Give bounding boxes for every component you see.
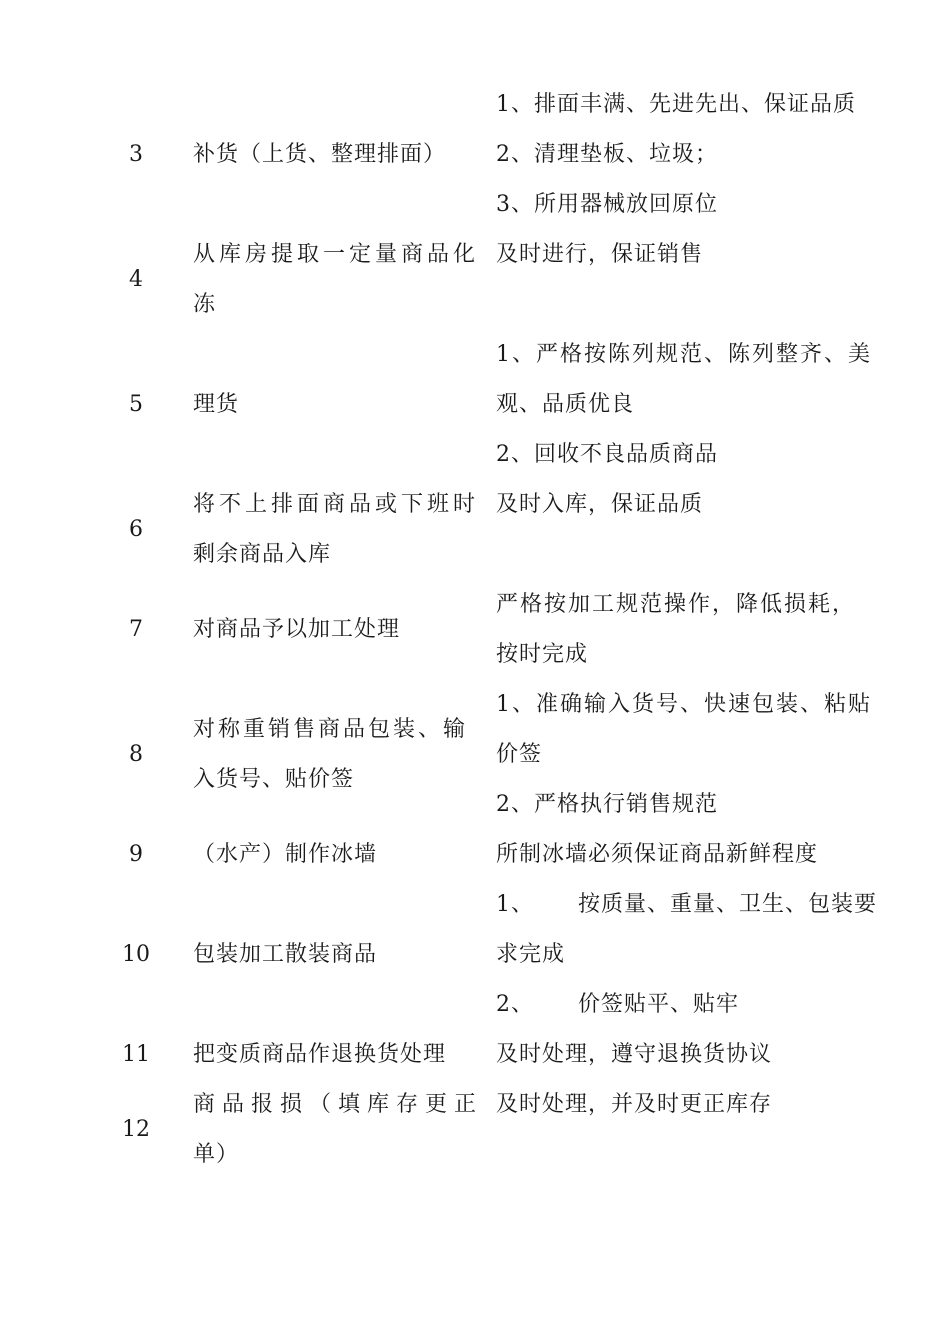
requirement-line: 所制冰墙必须保证商品新鲜程度 <box>496 842 819 867</box>
requirement-line: 严格按加工规范操作，降低损耗， <box>496 592 857 617</box>
requirement-cell <box>496 680 878 830</box>
requirement-line: 2、 价签贴平、贴牢 <box>496 992 740 1017</box>
task-cell <box>193 230 478 330</box>
task-line: 冻 <box>193 292 217 317</box>
task-line: 单） <box>193 1142 240 1167</box>
requirement-line: 1、 按质量、重量、卫生、包装要 <box>496 892 878 917</box>
task-line: 包装加工散装商品 <box>193 942 378 967</box>
requirement-cell <box>496 230 878 280</box>
list-marker: 2、 <box>496 992 534 1017</box>
requirement-cell <box>496 480 878 530</box>
requirement-cell <box>496 830 878 880</box>
requirement-line: 及时处理，遵守退换货协议 <box>496 1042 773 1067</box>
task-line: 将不上排面商品或下班时 <box>193 492 480 517</box>
task-line: 从库房提取一定量商品化 <box>193 242 480 267</box>
requirement-cell <box>496 1030 878 1080</box>
task-line: 剩余商品入库 <box>193 542 332 567</box>
requirement-line: 3、所用器械放回原位 <box>496 192 718 217</box>
task-line: 把变质商品作退换货处理 <box>193 1042 447 1067</box>
row-number: 12 <box>122 1117 150 1142</box>
task-cell <box>193 130 478 180</box>
list-marker: 1、 <box>496 892 534 917</box>
row-number: 7 <box>129 617 143 642</box>
requirement-line: 及时处理，并及时更正库存 <box>496 1092 773 1117</box>
task-line: （水产）制作冰墙 <box>193 842 378 867</box>
row-number: 11 <box>122 1042 150 1067</box>
requirement-line: 1、准确输入货号、快速包装、粘贴 <box>496 692 872 717</box>
row-number: 10 <box>122 942 150 967</box>
requirement-line: 1、严格按陈列规范、陈列整齐、美 <box>496 342 872 367</box>
row-number: 8 <box>129 742 143 767</box>
task-cell <box>193 930 478 980</box>
task-cell <box>193 380 478 430</box>
requirement-cell <box>496 1080 878 1130</box>
row-number: 9 <box>129 842 143 867</box>
row-number: 5 <box>129 392 143 417</box>
row-number: 6 <box>129 517 143 542</box>
requirement-cell <box>496 330 878 480</box>
task-line: 对商品予以加工处理 <box>193 617 401 642</box>
task-line: 对称重销售商品包装、输 <box>193 717 469 742</box>
requirement-line: 观、品质优良 <box>496 392 635 417</box>
row-number: 4 <box>129 267 143 292</box>
task-line: 理货 <box>193 392 240 417</box>
requirement-cell <box>496 880 878 1030</box>
task-line: 入货号、贴价签 <box>193 767 355 792</box>
task-line: 商品报损（填库存更正 <box>193 1092 484 1117</box>
requirement-line: 价签 <box>496 742 543 767</box>
row-number: 3 <box>129 142 143 167</box>
task-cell <box>193 605 478 655</box>
requirement-line: 1、排面丰满、先进先出、保证品质 <box>496 92 856 117</box>
requirement-cell <box>496 80 878 230</box>
task-cell <box>193 1030 478 1080</box>
task-cell <box>193 830 478 880</box>
task-line: 补货（上货、整理排面） <box>193 142 447 167</box>
requirement-line: 2、回收不良品质商品 <box>496 442 718 467</box>
task-cell <box>193 480 478 580</box>
requirement-line: 及时入库，保证品质 <box>496 492 704 517</box>
requirement-line: 按时完成 <box>496 642 589 667</box>
requirement-cell <box>496 580 878 680</box>
requirement-line: 及时进行，保证销售 <box>496 242 704 267</box>
task-cell <box>193 705 478 805</box>
requirement-line: 求完成 <box>496 942 566 967</box>
task-cell <box>193 1080 484 1180</box>
requirement-line: 2、严格执行销售规范 <box>496 792 718 817</box>
requirement-line: 2、清理垫板、垃圾； <box>496 142 718 167</box>
